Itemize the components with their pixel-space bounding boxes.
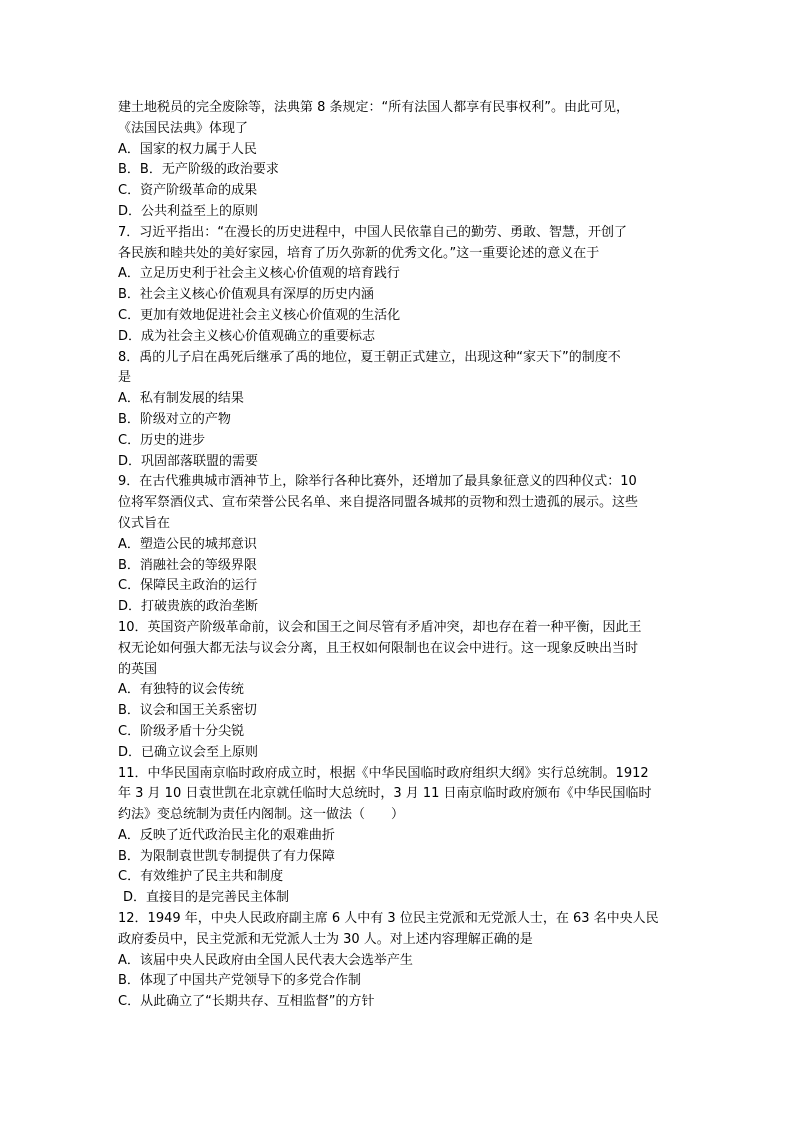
answer-option: C．有效维护了民主共和制度 [118, 869, 284, 885]
answer-option: D．成为社会主义核心价值观确立的重要标志 [118, 328, 376, 344]
answer-option: D．巩固部落联盟的需要 [118, 453, 259, 469]
text-line: 政府委员中，民主党派和无党派人士为 30 人。对上述内容理解正确的是 [118, 931, 533, 947]
text-line: 各民族和睦共处的美好家园，培育了历久弥新的优秀文化。”这一重要论述的意义在于 [118, 245, 600, 261]
text-line: 是 [118, 370, 132, 386]
answer-option: A．该届中央人民政府由全国人民代表大会选举产生 [118, 952, 413, 968]
answer-option: B．阶级对立的产物 [118, 411, 231, 427]
answer-option: B．议会和国王关系密切 [118, 703, 257, 719]
answer-option: A．反映了近代政治民主化的艰难曲折 [118, 827, 335, 843]
answer-option: C．阶级矛盾十分尖锐 [118, 723, 245, 739]
question-stem: 7．习近平指出：“在漫长的历史进程中，中国人民依靠自己的勤劳、勇敢、智慧，开创了 [118, 224, 628, 240]
answer-option: B．为限制袁世凯专制提供了有力保障 [118, 848, 335, 864]
answer-option: D．打破贵族的政治垄断 [118, 599, 259, 615]
text-line: 建土地税员的完全废除等，法典第 8 条规定：“所有法国人都享有民事权利”。由此可见， [118, 100, 630, 115]
answer-option: C．资产阶级革命的成果 [118, 183, 258, 199]
question-stem: 9．在古代雅典城市酒神节上，除举行各种比赛外，还增加了最具象征意义的四种仪式：10 [118, 474, 637, 490]
answer-option: A．塑造公民的城邦意识 [118, 536, 257, 552]
answer-option: D．直接目的是完善民主体制 [123, 890, 290, 906]
question-stem: 10．英国资产阶级革命前，议会和国王之间尽管有矛盾冲突，却也存在着一种平衡，因此王 [118, 619, 642, 635]
question-stem: 11．中华民国南京临时政府成立时，根据《中华民国临时政府组织大纲》实行总统制。1912 [118, 765, 649, 781]
text-line: 权无论如何强大都无法与议会分离，且王权如何限制也在议会中进行。这一现象反映出当时 [118, 640, 639, 656]
answer-option: B．社会主义核心价值观具有深厚的历史内涵 [118, 287, 374, 303]
answer-option: B．B．无产阶级的政治要求 [118, 162, 279, 178]
answer-option: A．立足历史利于社会主义核心价值观的培育践行 [118, 266, 400, 282]
answer-option: A．有独特的议会传统 [118, 682, 244, 698]
answer-option: D．公共利益至上的原则 [118, 203, 259, 219]
text-line: 年 3 月 10 日袁世凯在北京就任临时大总统时，3 月 11 日南京临时政府颁布《中华民国临时 [118, 786, 652, 802]
text-line: 位将军祭酒仪式、宣布荣誉公民名单、来自提洛同盟各城邦的贡物和烈士遗孤的展示。这些 [118, 495, 639, 511]
answer-option: C．更加有效地促进社会主义核心价值观的生活化 [118, 307, 401, 323]
exam-page [118, 98, 678, 1013]
answer-option: D．已确立议会至上原则 [118, 744, 259, 760]
text-line: 《法国民法典》体现了 [118, 120, 249, 136]
answer-option: A．私有制发展的结果 [118, 391, 244, 407]
answer-option: C．从此确立了“长期共存、互相监督”的方针 [118, 994, 375, 1010]
question-stem: 12．1949 年，中央人民政府副主席 6 人中有 3 位民主党派和无党派人士，在 63 名中央人民 [118, 911, 659, 927]
text-line: 约法》变总统制为责任内阁制。这一做法（ ） [118, 807, 405, 823]
answer-option: B．消融社会的等级界限 [118, 557, 257, 573]
question-stem: 8．禹的儿子启在禹死后继承了禹的地位，夏王朝正式建立，出现这种“家天下”的制度不 [118, 349, 621, 365]
text-line: 的英国 [118, 661, 158, 677]
answer-option: C．历史的进步 [118, 432, 206, 448]
text-line: 仪式旨在 [118, 515, 171, 531]
answer-option: C．保障民主政治的运行 [118, 578, 258, 594]
answer-option: B．体现了中国共产党领导下的多党合作制 [118, 973, 361, 989]
answer-option: A．国家的权力属于人民 [118, 141, 257, 157]
